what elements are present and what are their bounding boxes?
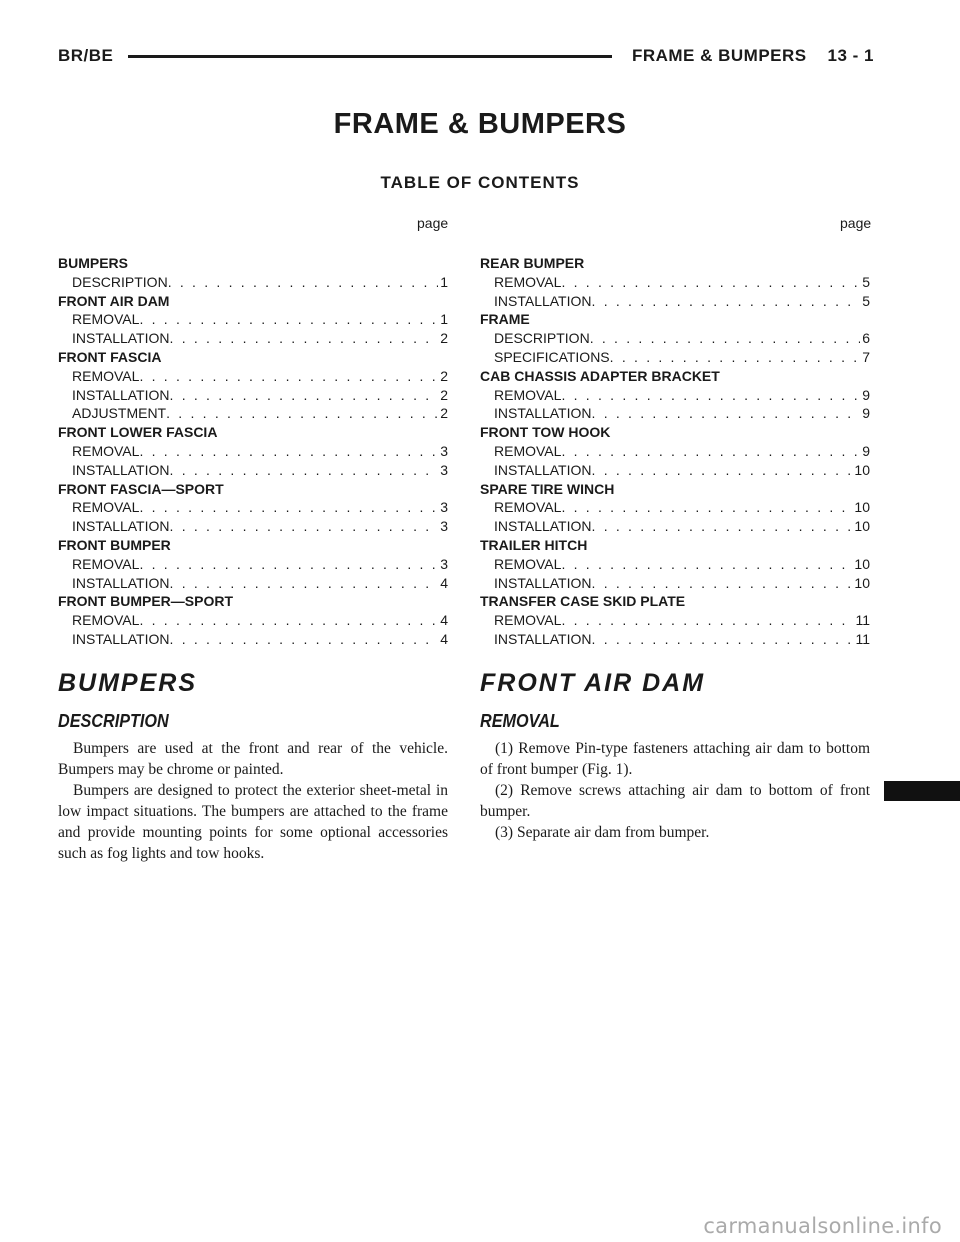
toc-leader-dots	[561, 442, 860, 461]
toc-entry-page: 5	[862, 292, 870, 309]
toc-entry-label: REMOVAL	[494, 555, 562, 572]
toc-leader-dots	[139, 611, 438, 630]
toc-leader-dots	[561, 498, 852, 517]
toc-entry-label: INSTALLATION	[494, 292, 592, 309]
toc-entry-label: INSTALLATION	[72, 461, 170, 478]
toc-entry-label: SPECIFICATIONS	[494, 348, 610, 365]
toc-leader-dots	[561, 273, 860, 292]
toc-leader-dots	[592, 292, 861, 311]
toc-entry-label: REMOVAL	[72, 499, 140, 516]
toc-page-label-right: page	[840, 215, 872, 231]
toc-entry-label: REMOVAL	[72, 367, 140, 384]
toc-group-heading[interactable]: FRONT AIR DAM	[58, 292, 170, 309]
toc-entry-page: 3	[440, 442, 448, 459]
air-dam-removal-heading: REMOVAL	[480, 711, 560, 731]
air-dam-section-heading: FRONT AIR DAM	[480, 669, 706, 697]
toc-group-heading[interactable]: TRAILER HITCH	[480, 536, 588, 553]
toc-entry[interactable]	[480, 611, 870, 630]
toc-entry[interactable]	[58, 461, 448, 480]
toc-leader-dots	[561, 555, 852, 574]
toc-entry[interactable]	[480, 498, 870, 517]
toc-leader-dots	[561, 386, 860, 405]
toc-entry-label: INSTALLATION	[72, 386, 170, 403]
toc-leader-dots	[592, 630, 854, 649]
toc-entry-label: REMOVAL	[72, 612, 140, 629]
toc-entry[interactable]	[58, 329, 448, 348]
toc-entry[interactable]	[480, 442, 870, 461]
paragraph: Bumpers are used at the front and rear of the vehicle. Bumpers may be chrome or painted.	[58, 740, 448, 778]
toc-entry-label: REMOVAL	[494, 386, 562, 403]
toc-leader-dots	[592, 404, 861, 423]
toc-entry-page: 10	[854, 518, 870, 535]
toc-entry[interactable]	[480, 630, 870, 649]
toc-entry-page: 2	[440, 330, 448, 347]
section-thumb-tab	[884, 781, 960, 801]
toc-entry-label: REMOVAL	[72, 311, 140, 328]
toc-entry[interactable]	[480, 348, 870, 367]
toc-group-heading[interactable]: FRONT FASCIA—SPORT	[58, 480, 224, 497]
toc-entry-label: DESCRIPTION	[494, 330, 590, 347]
toc-entry[interactable]	[58, 273, 448, 292]
toc-entry[interactable]	[480, 329, 870, 348]
toc-entry-page: 3	[440, 518, 448, 535]
toc-group-heading[interactable]: FRONT BUMPER	[58, 536, 171, 553]
toc-group-heading[interactable]: SPARE TIRE WINCH	[480, 480, 615, 497]
toc-entry-label: ADJUSTMENT	[72, 405, 167, 422]
toc-leader-dots	[561, 611, 853, 630]
step: (2) Remove screws attaching air dam to bottom of front bumper.	[480, 782, 870, 820]
toc-leader-dots	[168, 273, 439, 292]
toc-entry-page: 10	[854, 499, 870, 516]
toc-entry-label: REMOVAL	[494, 499, 562, 516]
toc-entry[interactable]	[480, 273, 870, 292]
toc-entry-page: 10	[854, 461, 870, 478]
toc-entry-page: 3	[440, 555, 448, 572]
toc-entry-label: REMOVAL	[494, 612, 562, 629]
toc-entry-label: INSTALLATION	[494, 405, 592, 422]
toc-leader-dots	[590, 329, 861, 348]
toc-entry[interactable]	[58, 367, 448, 386]
toc-group-heading[interactable]: FRONT LOWER FASCIA	[58, 424, 218, 441]
running-header	[58, 42, 874, 72]
toc-entry[interactable]	[480, 292, 870, 311]
toc-entry-page: 4	[440, 612, 448, 629]
toc-entry-page: 1	[440, 311, 448, 328]
toc-entry-page: 11	[855, 612, 870, 629]
bumpers-description-text	[58, 738, 448, 864]
toc-entry-page: 9	[862, 386, 870, 403]
toc-entry-page: 5	[862, 273, 870, 290]
toc-entry-label: INSTALLATION	[72, 574, 170, 591]
toc-entry[interactable]	[58, 630, 448, 649]
toc-entry-label: REMOVAL	[494, 442, 562, 459]
toc-entry-page: 4	[440, 574, 448, 591]
header-section-page: FRAME & BUMPERS 13 - 1	[631, 46, 874, 65]
toc-entry-page: 11	[855, 630, 870, 647]
toc-entry-page: 10	[854, 574, 870, 591]
toc-heading: TABLE OF CONTENTS	[380, 173, 580, 192]
toc-entry-page: 1	[440, 273, 448, 290]
toc-entry-page: 4	[440, 630, 448, 647]
toc-entry-label: INSTALLATION	[494, 461, 592, 478]
toc-entry-label: REMOVAL	[494, 273, 562, 290]
toc-leader-dots	[170, 329, 439, 348]
toc-group-heading[interactable]: FRAME	[480, 311, 530, 328]
toc-entry[interactable]	[480, 461, 870, 480]
step: (1) Remove Pin-type fasteners attaching air dam to bottom of front bumper (Fig. 1).	[480, 740, 870, 778]
toc-entry[interactable]	[58, 574, 448, 593]
toc-entry[interactable]	[480, 517, 870, 536]
bumpers-section-heading: BUMPERS	[58, 669, 198, 697]
toc-leader-dots	[170, 517, 439, 536]
toc-entry[interactable]	[58, 442, 448, 461]
toc-entry-page: 3	[440, 499, 448, 516]
toc-entry[interactable]	[58, 555, 448, 574]
toc-entry-label: REMOVAL	[72, 555, 140, 572]
toc-group-heading[interactable]: CAB CHASSIS ADAPTER BRACKET	[480, 367, 720, 384]
toc-leader-dots	[166, 404, 438, 423]
toc-entry-page: 2	[440, 405, 448, 422]
toc-entry[interactable]	[58, 310, 448, 329]
toc-entry[interactable]	[58, 498, 448, 517]
toc-entry-label: INSTALLATION	[494, 574, 592, 591]
toc-leader-dots	[139, 442, 438, 461]
toc-entry[interactable]	[480, 574, 870, 593]
toc-entry[interactable]	[58, 404, 448, 423]
toc-group-heading[interactable]: FRONT BUMPER—SPORT	[58, 593, 233, 610]
toc-entry[interactable]	[58, 517, 448, 536]
toc-entry-page: 7	[862, 348, 870, 365]
toc-leader-dots	[610, 348, 861, 367]
toc-leader-dots	[592, 461, 853, 480]
toc-leader-dots	[592, 574, 853, 593]
toc-leader-dots	[139, 367, 438, 386]
page-title: FRAME & BUMPERS	[333, 108, 627, 140]
toc-entry-label: INSTALLATION	[72, 518, 170, 535]
toc-entry[interactable]	[480, 555, 870, 574]
toc-group-heading[interactable]: BUMPERS	[58, 255, 129, 271]
toc-entry-label: REMOVAL	[72, 442, 140, 459]
toc-group-heading[interactable]: FRONT TOW HOOK	[480, 424, 611, 441]
toc-leader-dots	[139, 555, 438, 574]
toc-entry-page: 2	[440, 386, 448, 403]
toc-entry-label: INSTALLATION	[494, 630, 592, 647]
bumpers-description-heading: DESCRIPTION	[58, 711, 169, 731]
air-dam-removal-steps	[480, 738, 870, 843]
toc-entry[interactable]	[58, 386, 448, 405]
toc-leader-dots	[139, 310, 438, 329]
toc-group-heading[interactable]: TRANSFER CASE SKID PLATE	[480, 593, 686, 610]
header-model-code: BR/BE	[58, 46, 114, 65]
toc-entry[interactable]	[58, 611, 448, 630]
toc-entry-page: 2	[440, 367, 448, 384]
toc-group-heading[interactable]: FRONT FASCIA	[58, 348, 162, 365]
toc-entry-label: DESCRIPTION	[72, 273, 168, 290]
toc-entry-page: 9	[862, 442, 870, 459]
toc-entry-label: INSTALLATION	[494, 518, 592, 535]
header-rule	[128, 55, 612, 58]
toc-entry-page: 3	[440, 461, 448, 478]
toc-group-heading[interactable]: REAR BUMPER	[480, 255, 585, 271]
toc-column-left	[58, 254, 448, 649]
toc-entry[interactable]	[480, 386, 870, 405]
toc-leader-dots	[170, 386, 439, 405]
paragraph: Bumpers are designed to protect the exterior sheet-metal in low impact situations. The bumpers are attached to the frame and provide mounting points for some optional accessories such as fog lights and tow hooks.	[58, 782, 448, 862]
toc-leader-dots	[170, 630, 439, 649]
step: (3) Separate air dam from bumper.	[495, 824, 710, 841]
toc-entry-page: 6	[862, 330, 870, 347]
toc-entry[interactable]	[480, 404, 870, 423]
toc-entry-label: INSTALLATION	[72, 630, 170, 647]
toc-column-right	[480, 254, 870, 649]
toc-leader-dots	[592, 517, 853, 536]
toc-entry-page: 10	[854, 555, 870, 572]
toc-leader-dots	[170, 461, 439, 480]
toc-leader-dots	[139, 498, 438, 517]
toc-page-label-left: page	[417, 215, 449, 231]
toc-leader-dots	[170, 574, 439, 593]
watermark: carmanualsonline.info	[703, 1214, 942, 1238]
toc-entry-label: INSTALLATION	[72, 330, 170, 347]
toc-entry-page: 9	[862, 405, 870, 422]
